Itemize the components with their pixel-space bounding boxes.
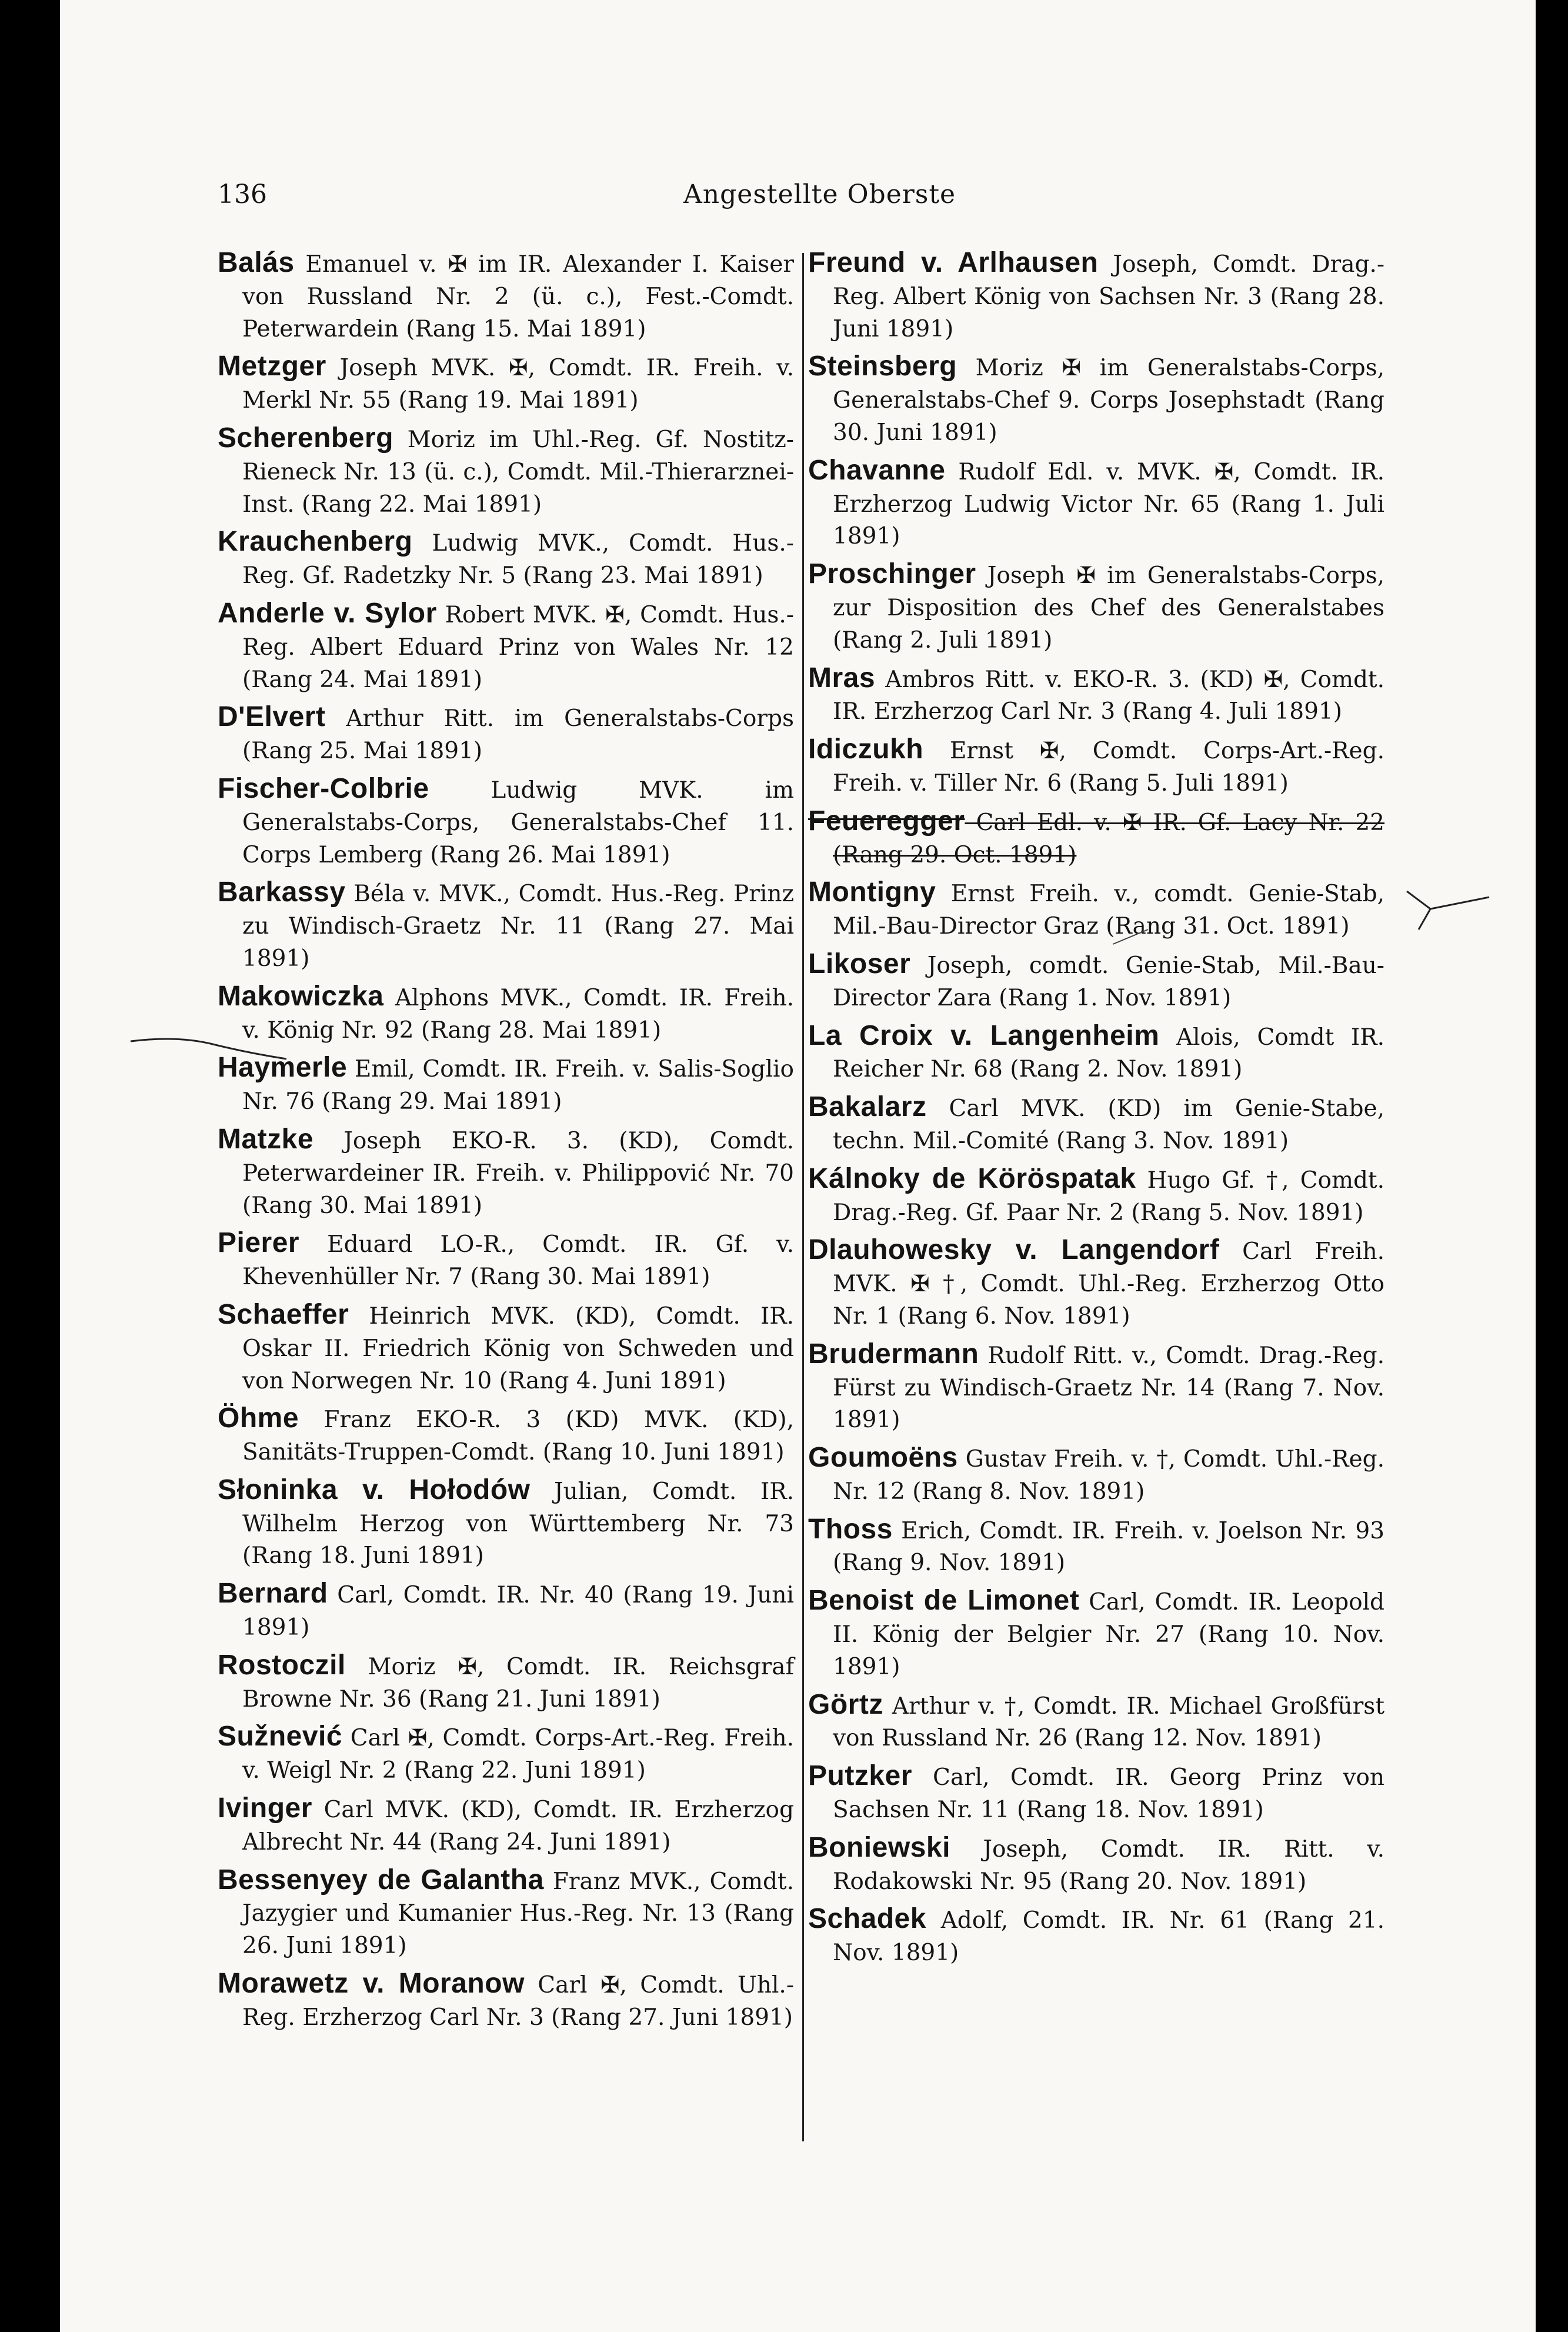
register-entry xyxy=(218,351,794,417)
entry-surname: Matzke xyxy=(218,1123,314,1155)
entry-surname: Putzker xyxy=(808,1760,912,1792)
entry-details: Carl MVK. (KD), Comdt. IR. Erzherzog Albrecht Nr. 44 (Rang 24. Juni 1891) xyxy=(242,1797,794,1855)
entry-surname: Kálnoky de Köröspatak xyxy=(808,1162,1136,1194)
page-title: Angestellte Oberste xyxy=(683,179,956,209)
register-entry xyxy=(218,247,794,345)
entry-surname: Scherenberg xyxy=(218,422,393,454)
entry-details: Ambros Ritt. v. EKO-R. 3. (KD) ✠, Comdt. IR. Erzherzog Carl Nr. 3 (Rang 4. Juli 1891) xyxy=(833,666,1384,725)
entry-surname: Ivinger xyxy=(218,1793,312,1824)
page-number: 136 xyxy=(218,179,267,209)
register-entry xyxy=(808,247,1384,345)
register-entry xyxy=(808,662,1384,729)
entry-details: Carl, Comdt. IR. Nr. 40 (Rang 19. Juni 1891) xyxy=(242,1582,794,1641)
entry-surname: Sužnević xyxy=(218,1721,343,1753)
register-entry xyxy=(808,455,1384,553)
entry-details: Heinrich MVK. (KD), Comdt. IR. Oskar II. Friedrich König von Schweden und von Norwegen Nr. 10 (Rang 4. Juni 1891) xyxy=(242,1302,794,1394)
entry-surname: Balás xyxy=(218,247,295,278)
entry-surname: Brudermann xyxy=(808,1338,979,1370)
register-entry xyxy=(808,1163,1384,1230)
entry-surname: Görtz xyxy=(808,1688,883,1720)
register-entry xyxy=(218,598,794,696)
register-entry xyxy=(218,1124,794,1222)
entry-surname: Dlauhowesky v. Langendorf xyxy=(808,1234,1220,1266)
entry-details: Carl MVK. (KD) im Genie-Stabe, techn. Mil.-Comité (Rang 3. Nov. 1891) xyxy=(833,1095,1384,1154)
entry-details: Erich, Comdt. IR. Freih. v. Joelson Nr. 93 (Rang 9. Nov. 1891) xyxy=(833,1517,1384,1577)
entry-surname: Feueregger xyxy=(808,805,965,837)
register-entry xyxy=(808,1514,1384,1580)
entry-surname: Öhme xyxy=(218,1402,299,1434)
entry-details: Arthur v. †, Comdt. IR. Michael Großfürst von Russland Nr. 26 (Rang 12. Nov. 1891) xyxy=(833,1693,1384,1752)
register-entry xyxy=(808,877,1384,943)
register-entry xyxy=(218,1052,794,1118)
entry-details: Joseph MVK. ✠, Comdt. IR. Freih. v. Merkl Nr. 55 (Rang 19. Mai 1891) xyxy=(242,355,794,414)
entry-details: Franz EKO-R. 3 (KD) MVK. (KD), Sanitäts-Truppen-Comdt. (Rang 10. Juni 1891) xyxy=(242,1407,794,1466)
register-entry xyxy=(218,1474,794,1573)
entry-details: Carl, Comdt. IR. Georg Prinz von Sachsen Nr. 11 (Rang 18. Nov. 1891) xyxy=(833,1764,1384,1824)
entry-surname: Anderle v. Sylor xyxy=(218,597,437,629)
register-entry xyxy=(808,1234,1384,1332)
register-entry xyxy=(218,773,794,871)
right-column xyxy=(808,247,1384,1975)
entry-details: Béla v. MVK., Comdt. Hus.-Reg. Prinz zu Windisch-Graetz Nr. 11 (Rang 27. Mai 1891) xyxy=(242,881,794,972)
register-entry xyxy=(808,351,1384,449)
entry-details: Adolf, Comdt. IR. Nr. 61 (Rang 21. Nov. 1891) xyxy=(833,1907,1384,1967)
entry-surname: Proschinger xyxy=(808,558,976,590)
entry-surname: Thoss xyxy=(808,1513,893,1545)
entry-surname: Bernard xyxy=(218,1578,328,1610)
entry-details: Joseph ✠ im Generalstabs-Corps, zur Disposition des Chef des Generalstabes (Rang 2. Juli 1891) xyxy=(833,562,1384,654)
register-entry xyxy=(218,422,794,521)
entry-surname: Freund v. Arlhausen xyxy=(808,247,1099,278)
entry-details: Rudolf Edl. v. MVK. ✠, Comdt. IR. Erzherzog Ludwig Victor Nr. 65 (Rang 1. Juli 1891) xyxy=(833,458,1384,550)
page-header xyxy=(60,179,1536,215)
register-entry xyxy=(808,1442,1384,1508)
register-entry xyxy=(218,526,794,592)
entry-details: Moriz ✠, Comdt. IR. Reichsgraf Browne Nr. 36 (Rang 21. Juni 1891) xyxy=(242,1653,794,1713)
entry-surname: D'Elvert xyxy=(218,701,326,733)
entry-surname: Krauchenberg xyxy=(218,526,413,558)
entry-details: Joseph, comdt. Genie-Stab, Mil.-Bau-Director Zara (Rang 1. Nov. 1891) xyxy=(833,952,1384,1011)
pen-stroke-right xyxy=(1407,891,1489,930)
entry-surname: Makowiczka xyxy=(218,980,384,1012)
register-entry xyxy=(218,1402,794,1469)
register-entry xyxy=(808,558,1384,657)
entry-details: Carl Edl. v. ✠ IR. Gf. Lacy Nr. 22 (Rang 29. Oct. 1891) xyxy=(833,809,1384,868)
entry-details: Ernst Freih. v., comdt. Genie-Stab, Mil.-Bau-Director Graz (Rang 31. Oct. 1891) xyxy=(833,881,1384,940)
entry-surname: La Croix v. Langenheim xyxy=(808,1020,1160,1051)
entry-details: Hugo Gf. †, Comdt. Drag.-Reg. Gf. Paar Nr. 2 (Rang 5. Nov. 1891) xyxy=(833,1167,1384,1226)
entry-details: Gustav Freih. v. †, Comdt. Uhl.-Reg. Nr. 12 (Rang 8. Nov. 1891) xyxy=(833,1446,1384,1505)
entry-surname: Pierer xyxy=(218,1227,300,1259)
entry-details: Arthur Ritt. im Generalstabs-Corps (Rang 25. Mai 1891) xyxy=(242,705,794,765)
register-entry xyxy=(808,1338,1384,1437)
entry-details: Ernst ✠, Comdt. Corps-Art.-Reg. Freih. v. Tiller Nr. 6 (Rang 5. Juli 1891) xyxy=(833,738,1384,797)
column-divider xyxy=(802,253,804,2141)
entry-surname: Rostoczil xyxy=(218,1649,346,1681)
left-column xyxy=(218,247,794,2040)
entry-details: Robert MVK. ✠, Comdt. Hus.-Reg. Albert Eduard Prinz von Wales Nr. 12 (Rang 24. Mai 1891) xyxy=(242,601,794,693)
entry-details: Rudolf Ritt. v., Comdt. Drag.-Reg. Fürst zu Windisch-Graetz Nr. 14 (Rang 7. Nov. 1891) xyxy=(833,1342,1384,1434)
entry-surname: Steinsberg xyxy=(808,351,958,382)
entry-surname: Chavanne xyxy=(808,454,946,486)
register-entry xyxy=(218,877,794,975)
register-entry xyxy=(808,734,1384,800)
entry-details: Julian, Comdt. IR. Wilhelm Herzog von Württemberg Nr. 73 (Rang 18. Juni 1891) xyxy=(242,1478,794,1570)
entry-surname: Benoist de Limonet xyxy=(808,1585,1080,1617)
register-entry xyxy=(218,701,794,768)
entry-surname: Schadek xyxy=(808,1903,926,1935)
entry-surname: Goumoëns xyxy=(808,1442,958,1474)
register-entry xyxy=(218,1299,794,1397)
entry-details: Carl ✠, Comdt. Corps-Art.-Reg. Freih. v. Weigl Nr. 2 (Rang 22. Juni 1891) xyxy=(242,1725,794,1784)
register-entry xyxy=(218,1721,794,1787)
entry-details: Eduard LO-R., Comdt. IR. Gf. v. Khevenhüller Nr. 7 (Rang 30. Mai 1891) xyxy=(242,1231,794,1291)
entry-surname: Fischer-Colbrie xyxy=(218,772,429,804)
register-entry xyxy=(808,1760,1384,1827)
entry-surname: Boniewski xyxy=(808,1831,950,1863)
entry-surname: Barkassy xyxy=(218,877,346,908)
entry-surname: Mras xyxy=(808,662,876,694)
entry-details: Carl Freih. MVK. ✠ †, Comdt. Uhl.-Reg. Erzherzog Otto Nr. 1 (Rang 6. Nov. 1891) xyxy=(833,1238,1384,1330)
entry-details: Carl ✠, Comdt. Uhl.-Reg. Erzherzog Carl Nr. 3 (Rang 27. Juni 1891) xyxy=(242,1972,794,2031)
register-entry xyxy=(218,1793,794,1859)
entry-surname: Słoninka v. Hołodów xyxy=(218,1474,531,1505)
register-entry xyxy=(808,948,1384,1015)
register-entry xyxy=(808,1585,1384,1683)
register-entry xyxy=(808,1903,1384,1970)
entry-details: Moriz im Uhl.-Reg. Gf. Nostitz-Rieneck Nr. 13 (ü. c.), Comdt. Mil.-Thierarznei-Inst. (Rang 22. Mai 1891) xyxy=(242,426,794,518)
register-entry xyxy=(218,1578,794,1644)
entry-surname: Idiczukh xyxy=(808,734,924,765)
entry-surname: Bakalarz xyxy=(808,1091,927,1123)
entry-details: Franz MVK., Comdt. Jazygier und Kumanier Hus.-Reg. Nr. 13 (Rang 26. Juni 1891) xyxy=(242,1868,794,1960)
entry-details: Ludwig MVK., Comdt. Hus.-Reg. Gf. Radetzky Nr. 5 (Rang 23. Mai 1891) xyxy=(242,530,794,589)
register-entry xyxy=(808,1689,1384,1755)
entry-details: Joseph EKO-R. 3. (KD), Comdt. Peterwardeiner IR. Freih. v. Philippović Nr. 70 (Rang 30. Mai 1891) xyxy=(242,1127,794,1219)
entry-surname: Schaeffer xyxy=(218,1298,349,1330)
entry-surname: Haymerle xyxy=(218,1052,348,1084)
register-entry xyxy=(808,805,1384,872)
register-entry xyxy=(218,1864,794,1963)
entry-details: Alphons MVK., Comdt. IR. Freih. v. König Nr. 92 (Rang 28. Mai 1891) xyxy=(242,984,794,1044)
entry-surname: Morawetz v. Moranow xyxy=(218,1968,525,2000)
register-entry xyxy=(808,1020,1384,1087)
entry-surname: Metzger xyxy=(218,351,326,382)
entry-details: Alois, Comdt IR. Reicher Nr. 68 (Rang 2. Nov. 1891) xyxy=(833,1024,1384,1083)
entry-details: Ludwig MVK. im Generalstabs-Corps, Generalstabs-Chef 11. Corps Lemberg (Rang 26. Mai 1891) xyxy=(242,777,794,868)
entry-details: Moriz ✠ im Generalstabs-Corps, Generalstabs-Chef 9. Corps Josephstadt (Rang 30. Juni 1891) xyxy=(833,355,1384,446)
entry-surname: Likoser xyxy=(808,948,911,980)
register-entry xyxy=(218,1227,794,1294)
entry-surname: Bessenyey de Galantha xyxy=(218,1864,544,1895)
register-entry xyxy=(218,981,794,1047)
register-entry xyxy=(808,1091,1384,1158)
register-entry xyxy=(218,1968,794,2034)
register-entry xyxy=(218,1650,794,1716)
entry-details: Joseph, Comdt. IR. Ritt. v. Rodakowski Nr. 95 (Rang 20. Nov. 1891) xyxy=(833,1835,1384,1895)
entry-details: Joseph, Comdt. Drag.-Reg. Albert König von Sachsen Nr. 3 (Rang 28. Juni 1891) xyxy=(833,251,1384,342)
scanned-page xyxy=(60,0,1536,2332)
entry-surname: Montigny xyxy=(808,877,936,908)
entry-details: Emil, Comdt. IR. Freih. v. Salis-Soglio Nr. 76 (Rang 29. Mai 1891) xyxy=(242,1056,794,1115)
entry-details: Carl, Comdt. IR. Leopold II. König der Belgier Nr. 27 (Rang 10. Nov. 1891) xyxy=(833,1589,1385,1680)
register-entry xyxy=(808,1832,1384,1898)
entry-details: Emanuel v. ✠ im IR. Alexander I. Kaiser von Russland Nr. 2 (ü. c.), Fest.-Comdt. Peterwardein (Rang 15. Mai 1891) xyxy=(242,251,794,342)
